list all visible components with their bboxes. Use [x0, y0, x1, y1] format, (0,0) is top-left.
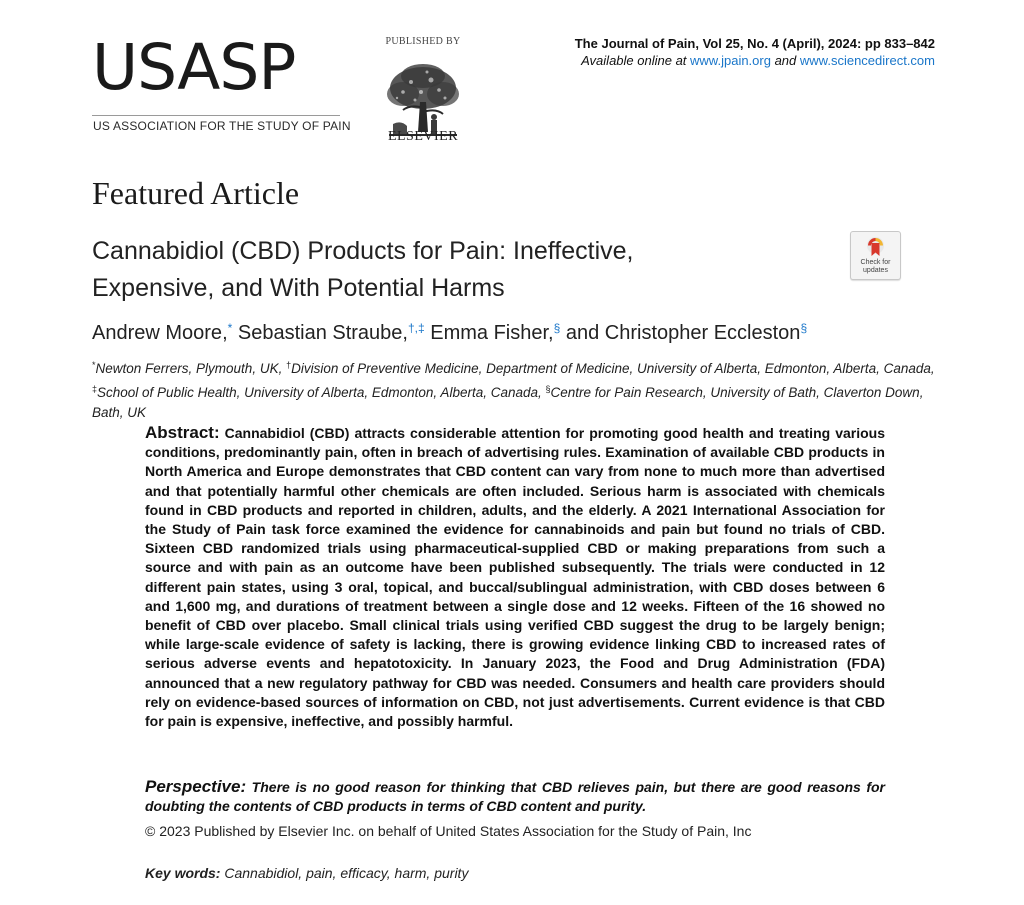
availability-and: and: [770, 53, 800, 68]
author-list: [92, 321, 807, 345]
affiliation-text: Division of Preventive Medicine, Department of Medicine, University of Alberta, Edmonton, Alberta, Canada,: [291, 361, 935, 376]
logo-wordmark: USASP: [92, 31, 296, 104]
perspective: [145, 777, 885, 816]
check-for-updates-button[interactable]: [850, 231, 901, 280]
keywords: [145, 865, 468, 881]
author-affiliation-mark[interactable]: §: [800, 321, 808, 335]
check-label-line-2: updates: [863, 267, 888, 274]
affiliation-text: School of Public Health, University of Alberta, Edmonton, Alberta, Canada,: [97, 385, 546, 400]
section-label: Featured Article: [92, 175, 300, 211]
abstract-label: Abstract:: [145, 423, 220, 442]
author-separator: ,: [548, 322, 554, 344]
check-for-updates-icon: [866, 236, 885, 258]
abstract-text: Cannabidiol (CBD) attracts considerable attention for promoting good health and treating various conditions, predominantly pain, often in breach of advertising rules. Examination of available CBD products in North America and Europe demonstrates that CBD content can vary from none to much more than advertised and that potentially harmful other chemicals are often included. Serious harm is associated with chemicals found in CBD products and reported in children, adults, and the elderly. A 2021 International Association for the Study of Pain task force examined the evidence for cannabinoids and pain but found no trials of CBD. Sixteen CBD randomized trials using pharmaceutical-supplied CBD or making preparations from such a source and with pain as an outcome have been published subsequently. The trials were conducted in 12 different pain states, using 3 oral, topical, and buccal/sublingual administration, with CBD doses between 6 and 1,600 mg, and durations of treatment between a single dose and 12 weeks. Fifteen of the 16 showed no benefit of CBD over placebo. Small clinical trials using verified CBD suggest the drug to be largely benign; while large-scale evidence of safety is lacking, there is growing evidence linking CBD to increased rates of serious adverse events and hepatotoxicity. In January 2023, the Food and Drug Administration (FDA) announced that a new regulatory pathway for CBD was needed. Consumers and health care providers should rely on evidence-based sources of information on CBD, not just advertisements. Current evidence is that CBD for pain is expensive, ineffective, and possibly harmful.: [145, 425, 885, 730]
abstract: [145, 423, 885, 731]
logo-subtitle: US ASSOCIATION FOR THE STUDY OF PAIN: [93, 119, 351, 133]
check-for-updates-label: [851, 259, 900, 275]
author-name: Sebastian Straube: [237, 322, 403, 344]
title-line-2: Expensive, and With Potential Harms: [92, 274, 505, 302]
jpain-link[interactable]: www.jpain.org: [690, 53, 771, 68]
author-name: Andrew Moore: [92, 322, 223, 344]
affiliation-text: Centre for Pain Research, University of Bath, Claverton Down, Bath, UK: [92, 385, 924, 420]
keywords-label: Key words:: [145, 865, 221, 881]
publisher-logo: [378, 36, 468, 146]
affiliations: [92, 355, 942, 423]
author-separator: ,: [222, 322, 228, 344]
copyright-notice: © 2023 Published by Elsevier Inc. on behalf of United States Association for the Study of Pain, Inc: [145, 823, 752, 839]
availability-prefix: Available online at: [581, 53, 691, 68]
title-line-1: Cannabidiol (CBD) Products for Pain: Ineffective,: [92, 237, 634, 265]
author-conjunction: and: [560, 322, 605, 344]
author-affiliation-mark[interactable]: †,‡: [407, 321, 425, 335]
affiliation-mark: §: [545, 384, 551, 394]
sciencedirect-link[interactable]: www.sciencedirect.com: [799, 53, 935, 68]
citation-line: The Journal of Pain, Vol 25, No. 4 (April), 2024: pp 833–842: [574, 36, 935, 51]
author-affiliation-mark[interactable]: §: [553, 321, 561, 335]
keywords-text: Cannabidiol, pain, efficacy, harm, purity: [220, 865, 469, 881]
journal-citation: [575, 35, 935, 69]
author-name: Christopher Eccleston: [604, 322, 801, 344]
usasp-logo: [92, 31, 351, 136]
article-title: [92, 233, 792, 307]
affiliation-mark: ‡: [92, 384, 98, 394]
affiliation-mark: *: [92, 360, 96, 370]
author-name: Emma Fisher: [430, 322, 549, 344]
perspective-text: There is no good reason for thinking that CBD relieves pain, but there are good reasons for doubting the contents of CBD products in terms of CBD content and purity.: [145, 779, 885, 815]
check-label-line-1: Check for: [860, 259, 891, 266]
affiliation-text: Newton Ferrers, Plymouth, UK,: [95, 361, 287, 376]
elsevier-wordmark: ELSEVIER: [387, 129, 459, 144]
perspective-label: Perspective:: [145, 777, 247, 796]
author-affiliation-mark[interactable]: *: [227, 321, 233, 335]
affiliation-mark: †: [286, 360, 292, 370]
author-separator: ,: [402, 322, 408, 344]
published-by-label: PUBLISHED BY: [385, 36, 461, 47]
availability-line: [575, 52, 935, 69]
logo-divider: [92, 115, 340, 116]
